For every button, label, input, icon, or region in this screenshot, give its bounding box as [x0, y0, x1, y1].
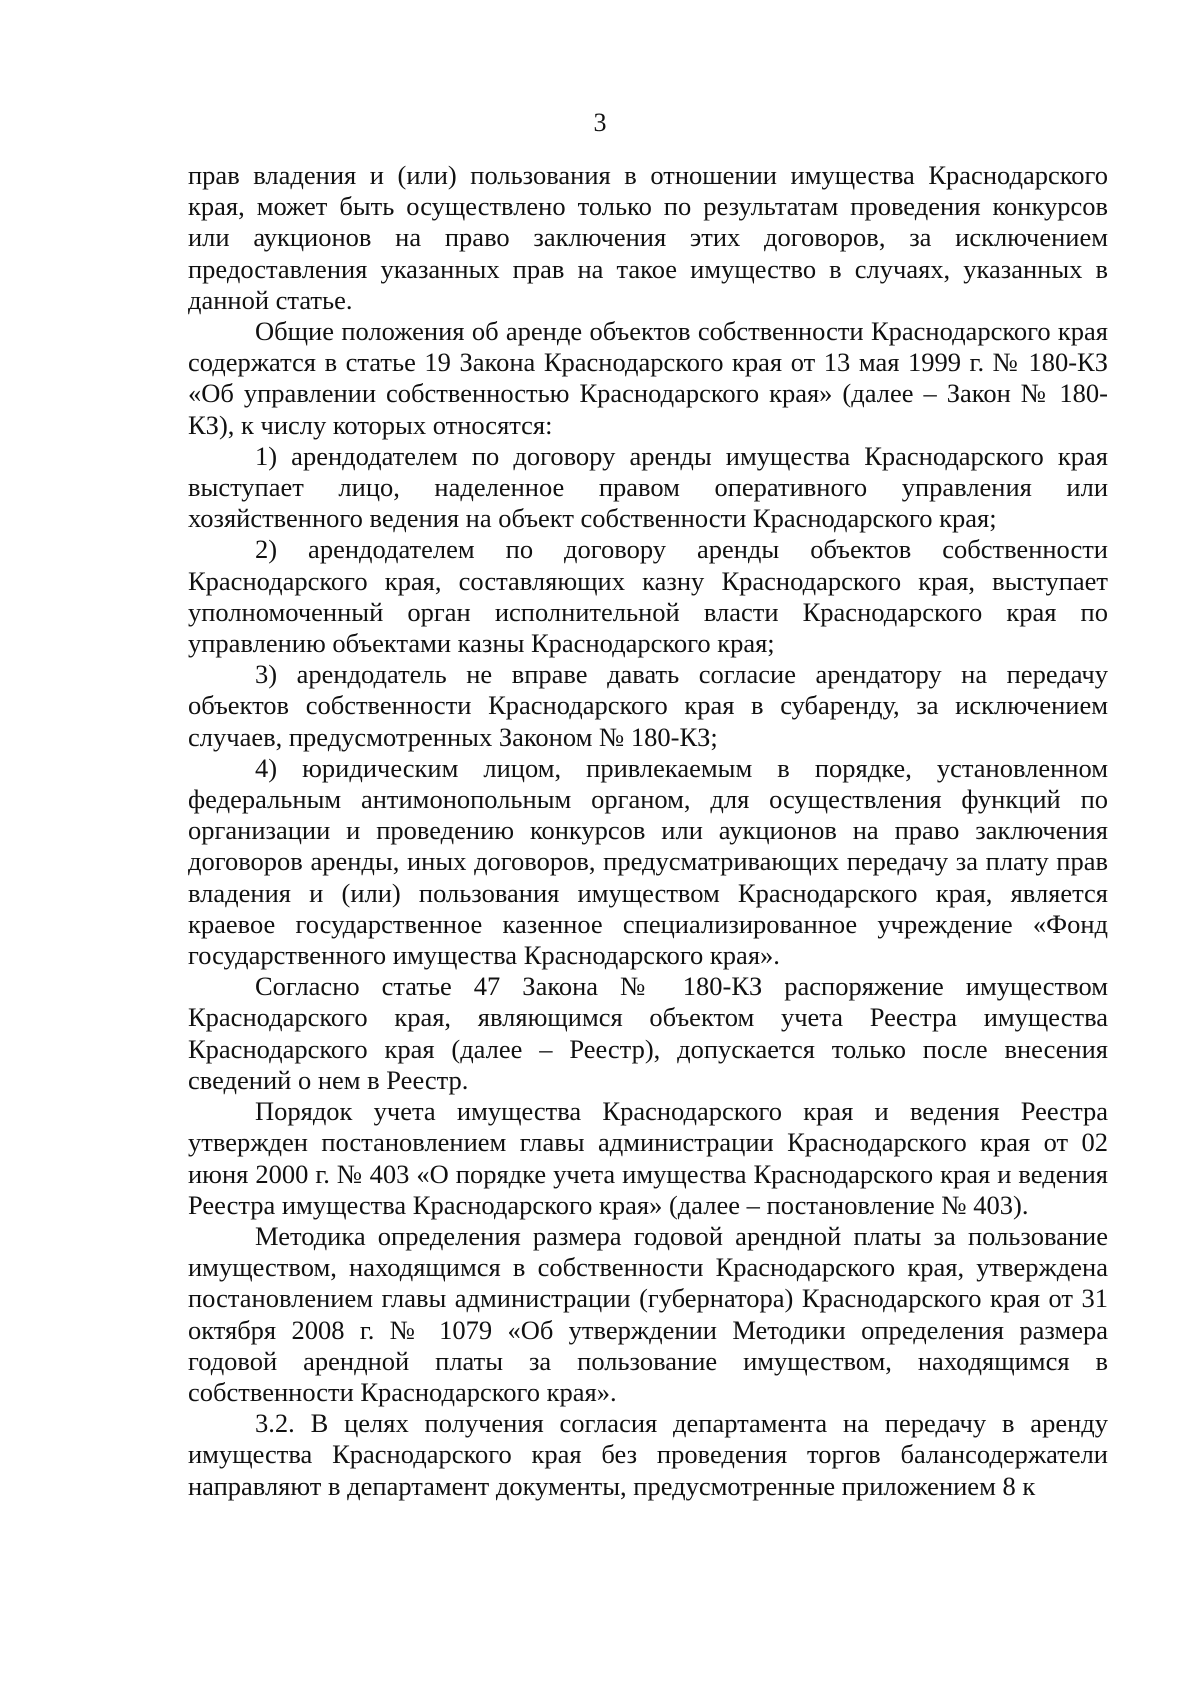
page-number: 3: [593, 108, 607, 137]
list-item-4: 4) юридическим лицом, привлекаемым в порядке, установленном федеральным антимонопольным органом, для осуществления функций по организации и проведению конкурсов или аукционов на право заключения договоров аренды, иных договоров, предусматривающих передачу за плату прав владения и (или) пользования имуществом Краснодарского края, является краевое государственное казенное специализированное учреждение «Фонд государственного имущества Краснодарского края».: [188, 752, 1108, 971]
document-body: [188, 160, 1108, 1502]
paragraph-registry-procedure: Порядок учета имущества Краснодарского края и ведения Реестра утвержден постановлением главы администрации Краснодарского края от 02 июня 2000 г. № 403 «О порядке учета имущества Краснодарского края и ведения Реестра имущества Краснодарского края» (далее – постановление № 403).: [188, 1096, 1108, 1220]
paragraph-continuation: прав владения и (или) пользования в отношении имущества Краснодарского края, может быть осуществлено только по результатам проведения конкурсов или аукционов на право заключения этих договоров, за исключением предоставления указанных прав на такое имущество в случаях, указанных в данной статье.: [188, 160, 1108, 315]
paragraph-rent-methodology: Методика определения размера годовой арендной платы за пользование имуществом, находящимся в собственности Краснодарского края, утверждена постановлением главы администрации (губернатора) Краснодарского края от 31 октября 2008 г. № 1079 «Об утверждении Методики определения размера годовой арендной платы за пользование имуществом, находящимся в собственности Краснодарского края».: [188, 1220, 1108, 1407]
paragraph-section-3-2: 3.2. В целях получения согласия департамента на передачу в аренду имущества Краснодарского края без проведения торгов балансодержатели направляют в департамент документы, предусмотренные приложением 8 к: [188, 1408, 1108, 1501]
list-item-3: 3) арендодатель не вправе давать согласие арендатору на передачу объектов собственности Краснодарского края в субаренду, за исключением случаев, предусмотренных Законом № 180-КЗ;: [188, 659, 1108, 752]
paragraph-general-provisions: Общие положения об аренде объектов собственности Краснодарского края содержатся в статье 19 Закона Краснодарского края от 13 мая 1999 г. № 180-КЗ «Об управлении собственностью Краснодарского края» (далее – Закон № 180-КЗ), к числу которых относятся:: [188, 316, 1108, 440]
list-item-1: 1) арендодателем по договору аренды имущества Краснодарского края выступает лицо, наделенное правом оперативного управления или хозяйственного ведения на объект собственности Краснодарского края;: [188, 440, 1108, 534]
paragraph-article-47: Согласно статье 47 Закона № 180-КЗ распоряжение имуществом Краснодарского края, являющимся объектом учета Реестра имущества Краснодарского края (далее – Реестр), допускается только после внесения сведений о нем в Реестр.: [188, 971, 1108, 1095]
list-item-2: 2) арендодателем по договору аренды объектов собственности Краснодарского края, составляющих казну Краснодарского края, выступает уполномоченный орган исполнительной власти Краснодарского края по управлению объектами казны Краснодарского края;: [188, 534, 1108, 659]
